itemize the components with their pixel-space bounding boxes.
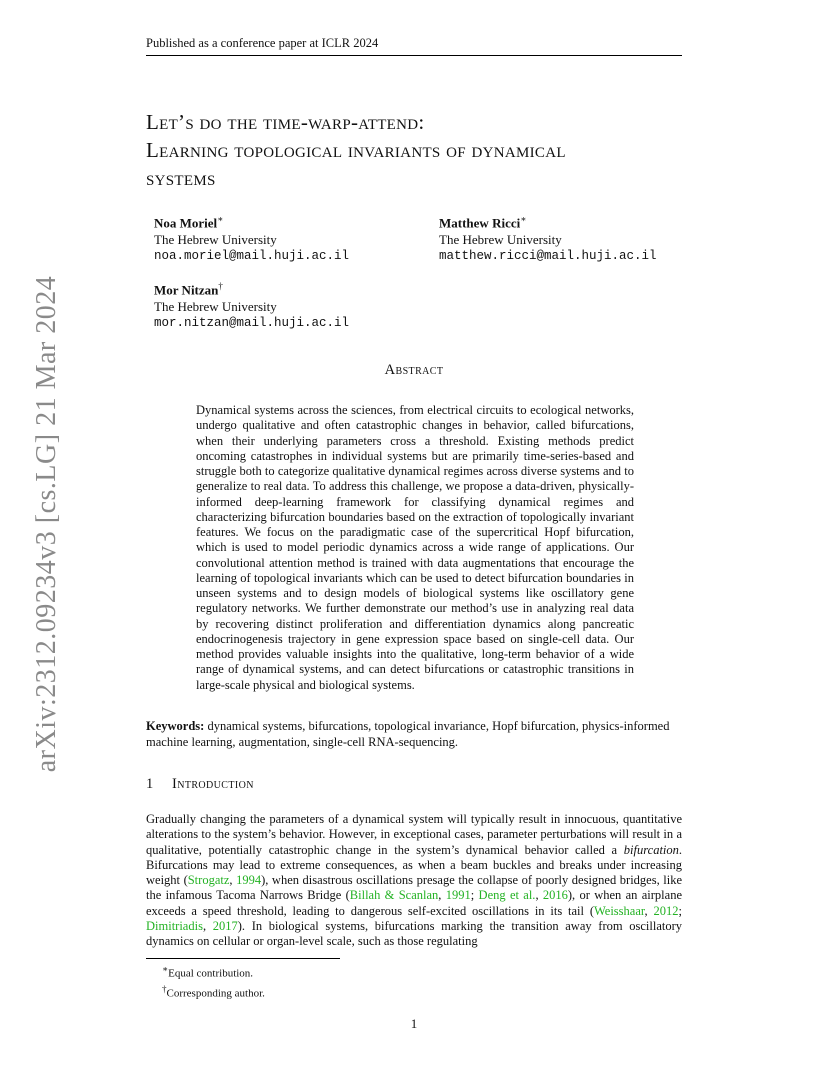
body-text: ). In biological systems, bifurcations marking the transition away from oscillatory dynamics on cellular or organ-level scale, such as those regulating	[146, 919, 683, 949]
abstract-text: Dynamical systems across the sciences, from electrical circuits to ecological networks, undergo qualitative and often catastrophic changes in behavior, called bifurcations, when their underlying parameters cross a threshold. Existing methods predict oncoming catastrophes in individual systems but are primarily time-series-based and struggle both to categorize qualitative dynamical regimes across diverse systems and to generalize to real data. To address this challenge, we propose a data-driven, physically-informed deep-learning framework for classifying dynamical regimes and characterizing bifurcation boundaries based on the extraction of topologically invariant features. We focus on the paradigmatic case of the supercritical Hopf bifurcation, which is used to model periodic dynamics across a wide range of applications. Our convolutional attention method is trained with data augmentations that encourage the learning of topological invariants which can be used to detect bifurcation boundaries in unseen systems and to design models of biological systems like oscillatory gene regulatory networks. We further demonstrate our method’s use in analyzing real data by recovering distinct proliferation and differentiation dynamics along pancreatic endocrinogenesis trajectory in gene expression space based on single-cell data. Our method provides valuable insights into the qualitative, long-term behavior of a wide range of dynamical systems, and can detect bifurcations or catastrophic transitions in large-scale physical and biological systems.	[196, 403, 634, 692]
citation-link[interactable]: 2017	[212, 919, 238, 934]
citation-link[interactable]: Deng et al.	[478, 888, 536, 903]
author-affiliation: The Hebrew University	[154, 299, 277, 315]
arxiv-stamp: arXiv:2312.09234v3 [cs.LG] 21 Mar 2024	[31, 275, 62, 773]
author-mark: †	[218, 281, 223, 291]
author-affiliation: The Hebrew University	[439, 232, 562, 248]
author-name: Matthew Ricci	[439, 215, 521, 231]
author-email[interactable]: noa.moriel@mail.huji.ac.il	[154, 249, 350, 264]
body-text: ), when disastrous oscillations presage the collapse of poorly designed bridges, like the infamous Tacoma Narrows Bridge (	[146, 873, 682, 903]
footnote-text: Equal contribution.	[168, 967, 254, 980]
citation-link[interactable]: 2016	[542, 888, 568, 903]
author-block	[439, 211, 657, 265]
citation-link[interactable]: Billah & Scanlan	[349, 888, 439, 903]
body-text: ), or when an airplane exceeds a speed threshold, leading to dangerous self-excited oscillations in its tail (	[146, 888, 683, 918]
footnote	[162, 982, 265, 1002]
citation-link[interactable]: Weisshaar	[593, 903, 645, 918]
author-email[interactable]: matthew.ricci@mail.huji.ac.il	[439, 249, 657, 264]
author-name: Mor Nitzan	[154, 282, 219, 298]
author-block	[154, 211, 349, 265]
section-title: Introduction	[172, 776, 254, 792]
introduction-paragraph: Gradually changing the parameters of a dynamical system will typically result in innocuous, quantitative alterations to the system’s behavior. However, in exceptional cases, parameter perturbations will result in a qualitative, potentially catastrophic change in the system’s dynamical behavior called a bifurcation. Bifurcations may lead to extreme consequences, as when a beam buckles and breaks under increasing weight (Strogatz, 1994), when disastrous oscillations presage the collapse of poorly designed bridges, like the infamous Tacoma Narrows Bridge (Billah & Scanlan, 1991; Deng et al., 2016), or when an airplane exceeds a speed threshold, leading to dangerous self-excited oscillations in its tail (Weisshaar, 2012; Dimitriadis, 2017). In biological systems, bifurcations marking the transition away from oscillatory dynamics on cellular or organ-level scale, such as those regulating	[146, 812, 683, 949]
author-mark: ∗	[520, 214, 527, 224]
footnote-mark: †	[162, 983, 167, 994]
section-heading	[146, 776, 254, 793]
citation-link[interactable]: 1991	[445, 888, 471, 903]
section-number: 1	[146, 776, 154, 792]
citation-link[interactable]: Strogatz	[187, 873, 230, 888]
footnote	[162, 962, 265, 982]
citation-link[interactable]: 2012	[653, 903, 679, 918]
body-text: Gradually changing the parameters of a dynamical system will typically result in innocuous, quantitative alterations to the system’s behavior. However, in exceptional cases, parameter perturbations will result in a qualitative, potentially catastrophic change in the system’s dynamical behavior called a	[146, 812, 682, 857]
author-email[interactable]: mor.nitzan@mail.huji.ac.il	[154, 316, 350, 331]
keywords	[146, 719, 682, 750]
footnote-rule	[146, 958, 340, 959]
body-text: . Bifurcations may lead to extreme consequences, as when a beam buckles and breaks under increasing weight (	[146, 842, 683, 888]
running-header: Published as a conference paper at ICLR 2024	[146, 36, 682, 56]
author-affiliation: The Hebrew University	[154, 232, 277, 248]
abstract-heading: Abstract	[384, 362, 444, 378]
author-name: Noa Moriel	[154, 215, 218, 231]
footnote-mark: ∗	[162, 964, 169, 974]
citation-link[interactable]: Dimitriadis	[146, 919, 203, 934]
title-line: Let’s do the time-warp-attend:	[146, 110, 425, 134]
page-number: 1	[410, 1016, 418, 1031]
paper-title	[146, 108, 706, 192]
keywords-text: dynamical systems, bifurcations, topological invariance, Hopf bifurcation, physics-informed machine learning, augmentation, single-cell RNA-sequencing.	[146, 719, 670, 749]
author-mark: ∗	[217, 214, 224, 224]
title-line: systems	[146, 166, 216, 190]
emphasis-text: bifurcation	[623, 842, 679, 857]
footnote-text: Corresponding author.	[166, 987, 265, 1000]
citation-link[interactable]: 1994	[236, 873, 262, 888]
author-block	[154, 278, 349, 332]
keywords-label: Keywords:	[146, 719, 205, 733]
title-line: Learning topological invariants of dynamical	[146, 138, 566, 162]
footnotes	[162, 962, 265, 1001]
